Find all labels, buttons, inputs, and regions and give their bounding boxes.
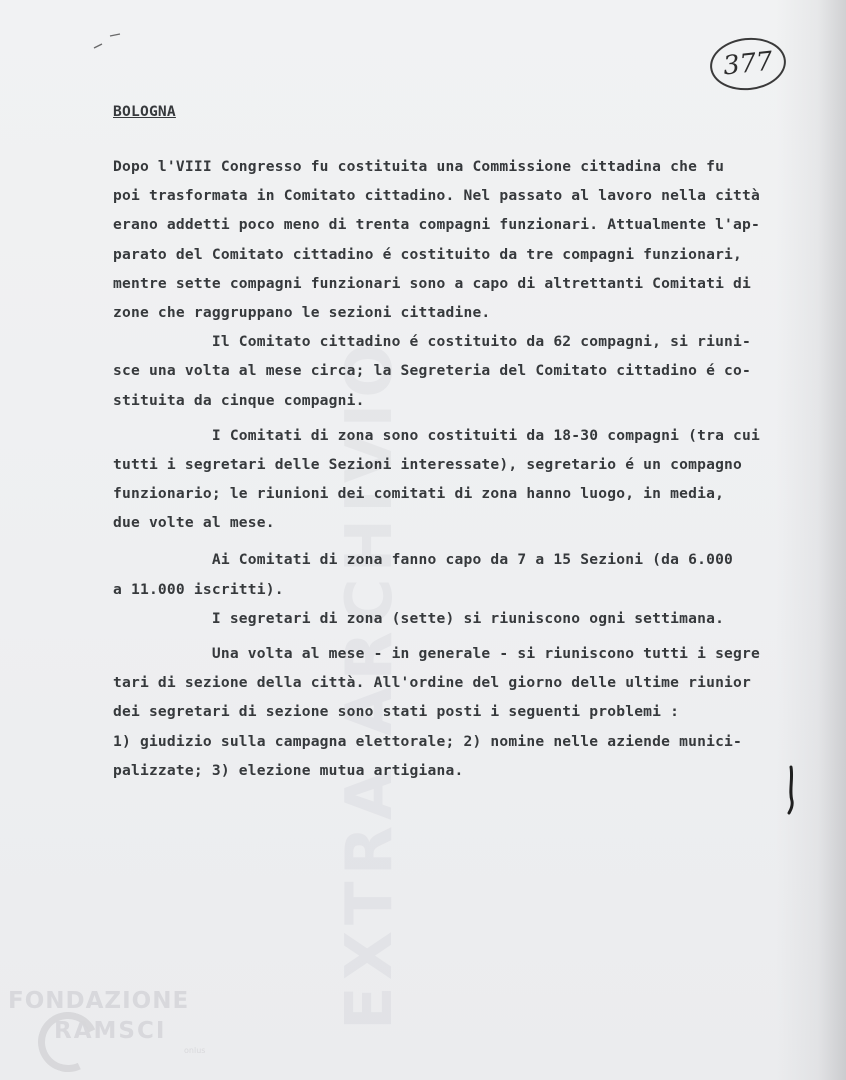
typed-text [113,102,823,785]
text-line: tutti i segretari delle Sezioni interessate), segretario é un compagno [113,455,743,473]
page-number: 377 [721,46,775,82]
text-line: Il Comitato cittadino é costituito da 62 compagni, si riuni- [113,333,752,351]
text-line: 1) giudizio sulla campagna elettorale; 2) nomine nelle aziende munici- [113,732,743,750]
text-line: stituita da cinque compagni. [113,391,365,409]
pen-mark [92,32,122,52]
text-line: dei segretari di sezione sono stati posti i seguenti problemi : [113,703,680,721]
logo-text-small: onlus [184,1046,206,1055]
text-line: funzionario; le riunioni dei comitati di zona hanno luogo, in media, [113,485,725,503]
paragraph-gap [113,537,823,545]
text-line: Dopo l'VIII Congresso fu costituita una Commissione cittadina che fu [113,158,725,175]
text-line: Una volta al mese - in generale - si riuniscono tutti i segre [113,645,761,662]
text-line: due volte al mese. [113,514,275,532]
logo-text-bottom: RAMSCI [54,1018,167,1044]
text-line: zone che raggruppano le sezioni cittadine. [113,303,491,321]
text-line: I segretari di zona (sette) si riuniscono ogni settimana. [113,609,725,627]
fondazione-gramsci-logo [8,988,218,1068]
text-line: tari di sezione della città. All'ordine del giorno delle ultime riunior [113,674,752,692]
page-number-stamp [707,34,788,94]
text-line: sce una volta al mese circa; la Segreteria del Comitato cittadino é co- [113,362,752,380]
text-line: Ai Comitati di zona fanno capo da 7 a 15 Sezioni (da 6.000 [113,551,734,569]
text-line: parato del Comitato cittadino é costituito da tre compagni funzionari, [113,245,743,263]
text-line: I Comitati di zona sono costituiti da 18-30 compagni (tra cui [113,426,761,444]
document-title: BOLOGNA [113,103,176,120]
logo-text-top: FONDAZIONE [8,988,190,1014]
text-line: mentre sette compagni funzionari sono a capo di altrettanti Comitati di [113,274,752,292]
text-line: a 11.000 iscritti). [113,580,284,598]
text-line: erano addetti poco meno di trenta compagni funzionari. Attualmente l'ap- [113,216,761,234]
margin-pen-mark [784,765,798,815]
text-line: poi trasformata in Comitato cittadino. Nel passato al lavoro nella città [113,187,761,205]
text-line: palizzate; 3) elezione mutua artigiana. [113,761,464,779]
archive-watermark: EXTRA ARCHIVIO [333,337,407,1030]
